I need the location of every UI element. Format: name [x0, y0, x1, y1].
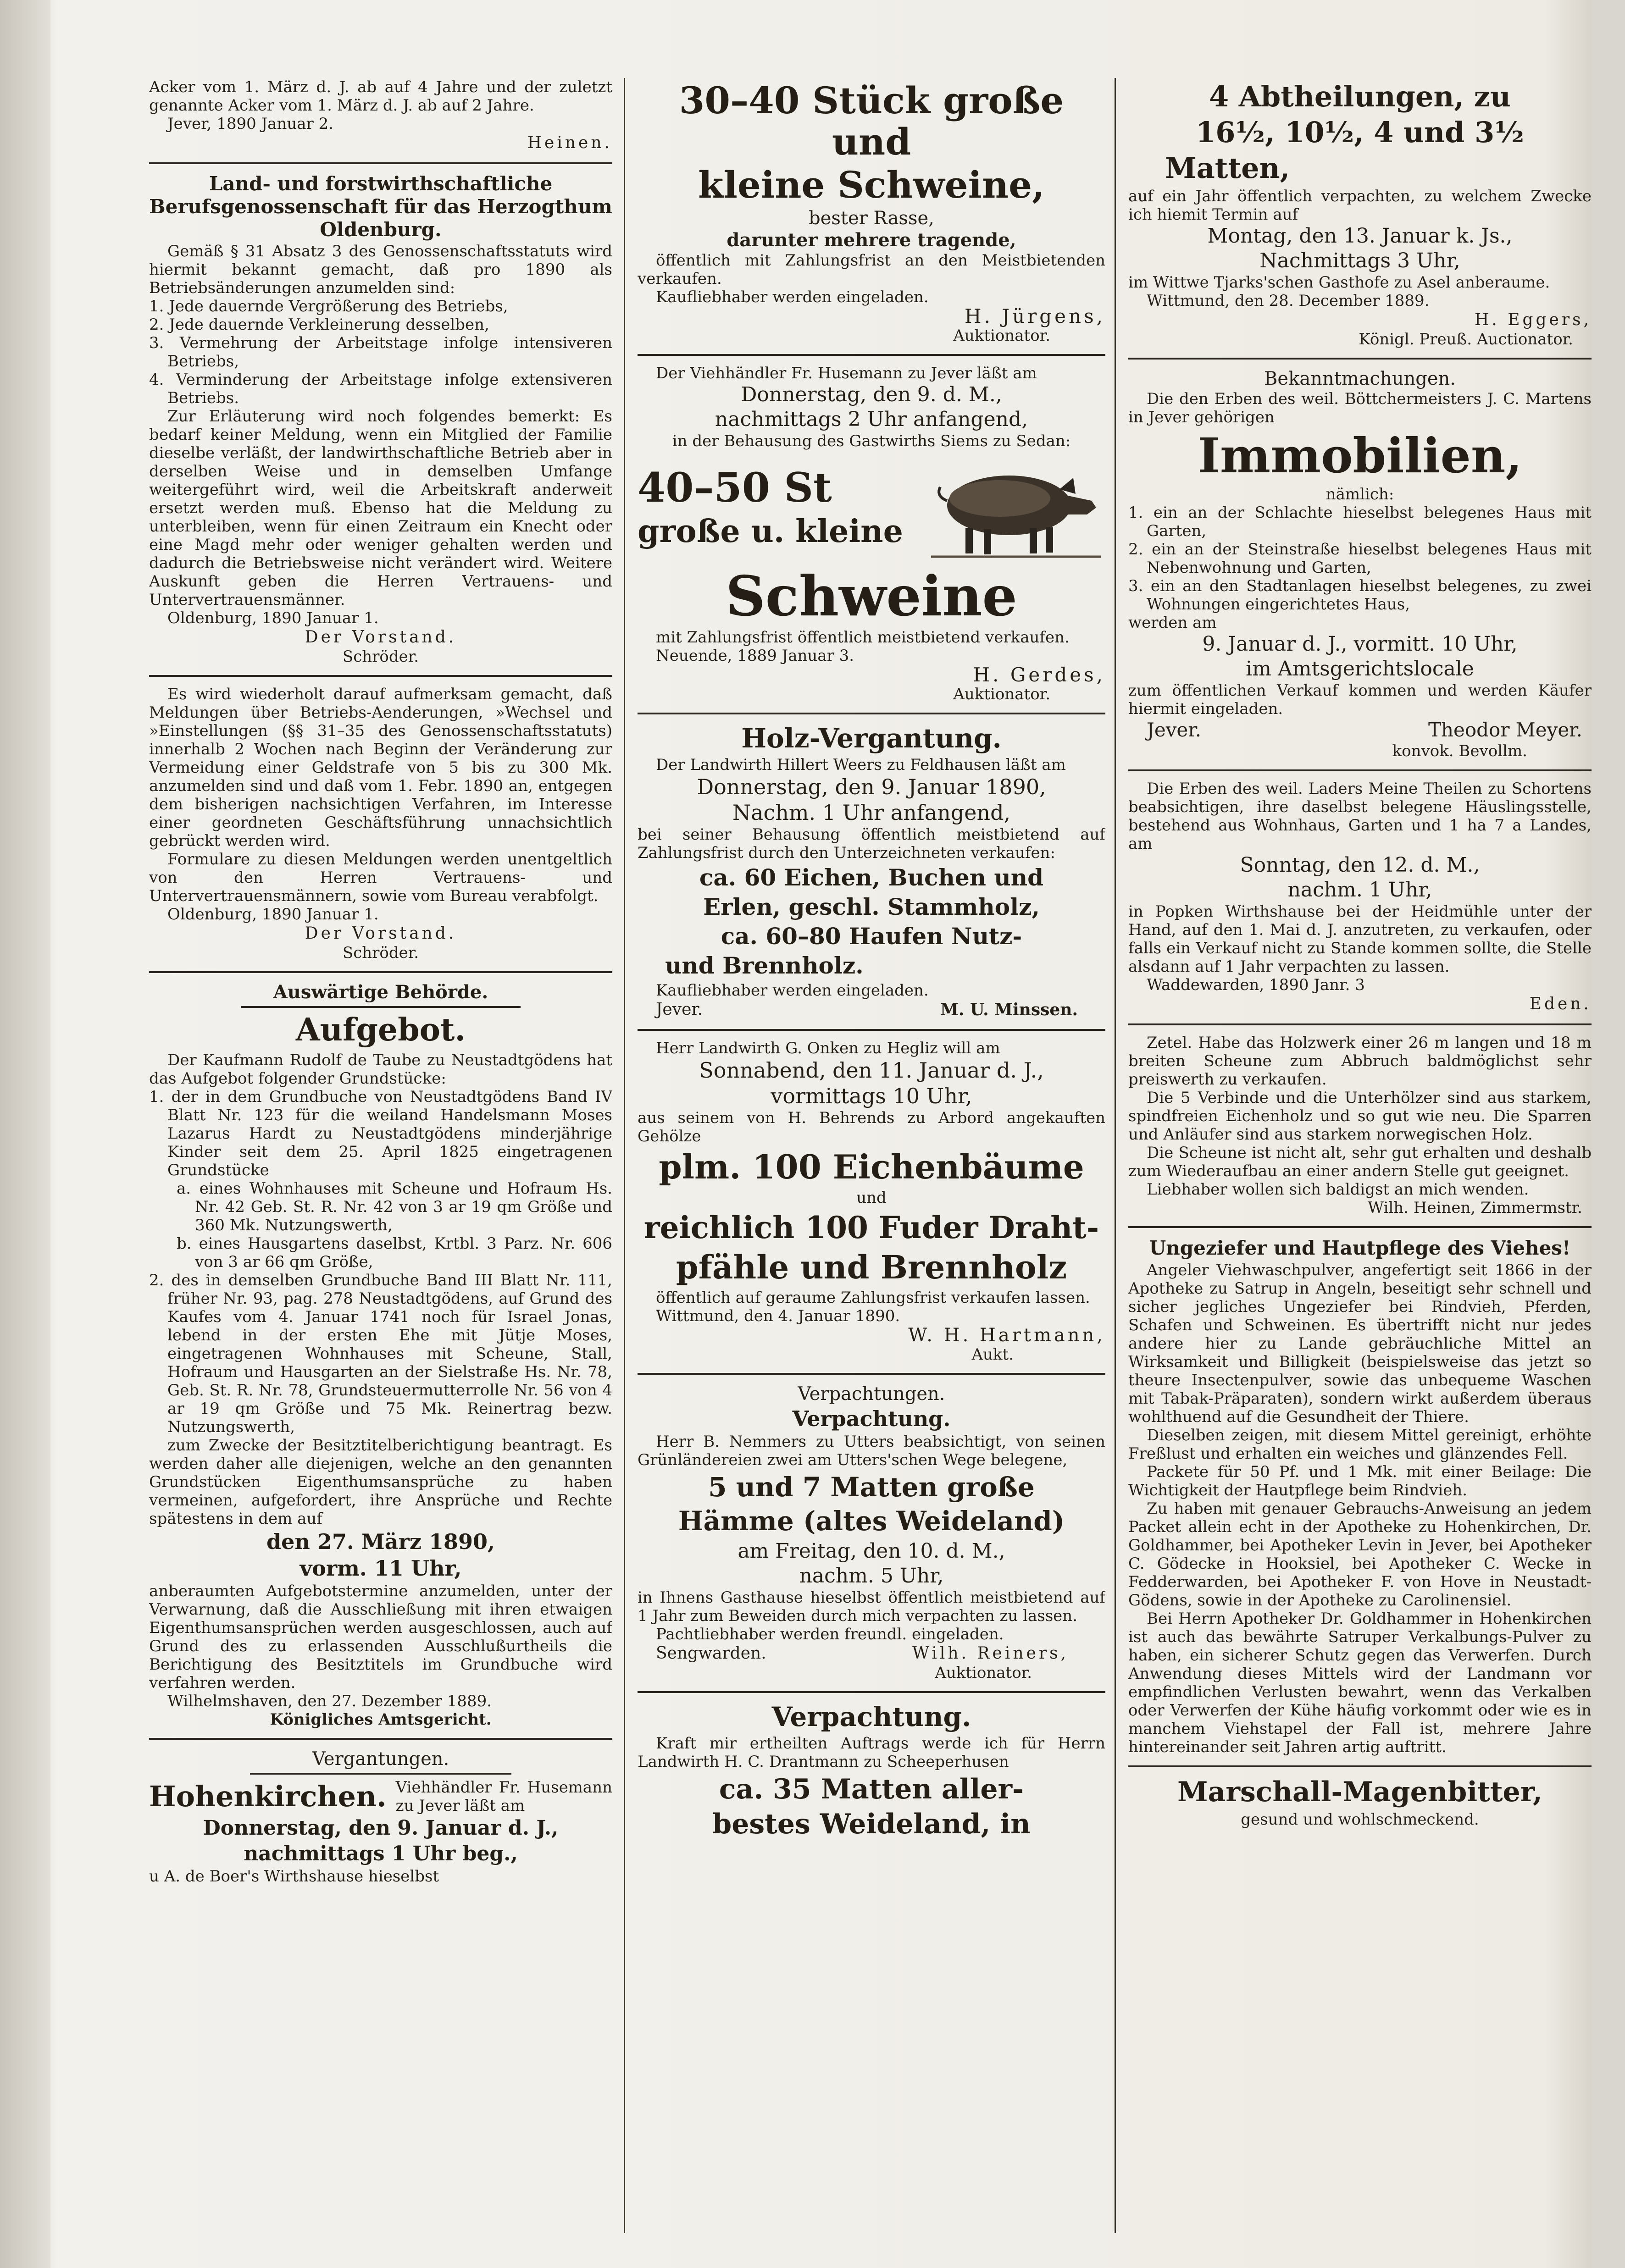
- notice-text: Pachtliebhaber werden freundl. eingeladen.: [656, 1625, 1004, 1643]
- notice-text: mit Zahlungsfrist öffentlich meistbietend verkaufen.: [656, 628, 1070, 647]
- notice-intro: Gemäß § 31 Absatz 3 des Genossenschaftsstatuts wird hiermit bekannt gemacht, daß pro 1890 als Betriebsänderungen anzumelden sind:: [149, 242, 612, 297]
- notice-time-emphasis: Nachm. 1 Uhr anfangend,: [732, 800, 1011, 825]
- notice-vergantungen: [149, 1748, 612, 1886]
- conjunction: und: [856, 1189, 887, 1207]
- notice-text: Formulare zu diesen Meldungen werden unentgeltlich von den Herren Vertrauens- und Untervertrauensmännern, sowie vom Bureau verabfolgt.: [149, 850, 612, 905]
- list-item: 1. Jede dauernde Vergrößerung des Betriebs,: [149, 297, 508, 315]
- notice-time-emphasis: vormittags 10 Uhr,: [771, 1084, 972, 1108]
- notice-signature: Wilh. Reiners,: [912, 1644, 1069, 1663]
- notice-date: Waddewarden, 1890 Janr. 3: [1147, 976, 1365, 994]
- notice-role: Auktionator.: [953, 326, 1050, 345]
- headline: pfähle und Brennholz: [676, 1248, 1067, 1286]
- divider: [241, 1006, 521, 1008]
- divider: [149, 1738, 612, 1740]
- notice-title: Land- und forstwirthschaftliche Berufsgenossenschaft für das Herzogthum Oldenburg.: [149, 172, 612, 241]
- headline: reichlich 100 Fuder Draht-: [643, 1210, 1099, 1245]
- notice-title: Ungeziefer und Hautpflege des Viehes!: [1149, 1237, 1571, 1259]
- headline: Hämme (altes Weideland): [678, 1505, 1065, 1537]
- notice-schweine-husemann: [638, 364, 1105, 703]
- list-item: 3. ein an den Stadtanlagen hieselbst belegenes, zu zwei Wohnungen eingerichtetes Haus,: [1128, 577, 1592, 614]
- notice-date-emphasis: Donnerstag, den 9. Januar 1890,: [697, 774, 1046, 799]
- divider: [1128, 358, 1592, 360]
- notice-meldungen: [149, 685, 612, 962]
- notice-onken: [638, 1039, 1105, 1364]
- notice-title: Aufgebot.: [295, 1012, 466, 1048]
- list-item: 4. Verminderung der Arbeitstage infolge extensiveren Betriebs.: [149, 371, 612, 407]
- list-item: 3. Vermehrung der Arbeitstage infolge intensiveren Betriebs,: [149, 334, 612, 371]
- notice-date-emphasis: den 27. März 1890,: [266, 1529, 495, 1554]
- notice-signature: Wilh. Heinen, Zimmermstr.: [1368, 1199, 1582, 1217]
- notice-signature: W. H. Hartmann,: [908, 1325, 1105, 1346]
- divider: [638, 713, 1105, 714]
- adjacent-page-edge: [1592, 0, 1625, 2268]
- notice-time-emphasis: nachm. 5 Uhr,: [799, 1564, 944, 1588]
- divider: [149, 675, 612, 677]
- column-rule: [1115, 78, 1116, 2233]
- column-3: [1128, 78, 1592, 2233]
- headline: Schweine: [726, 564, 1017, 629]
- notice-text: zum Zwecke der Besitztitelberichtigung beantragt. Es werden daher alle diejenigen, welche an den genannten Grundstücken Eigenthumsansprüche zu haben vermeinen, aufgefordert, ihre Ansprüche und Rechte spätestens in dem auf: [149, 1436, 612, 1528]
- pig-headline: [638, 463, 922, 553]
- notice-aufgebot: [149, 981, 612, 1729]
- headline: 30–40 Stück große und: [679, 79, 1064, 163]
- notice-text: Die 5 Verbinde und die Unterhölzer sind aus starkem, spindfreien Eichenholz und so gut wie neu. Die Sparren und Anläufer sind aus starkem norwegischen Holz.: [1128, 1089, 1592, 1144]
- notice-date: Oldenburg, 1890 Januar 1.: [167, 609, 379, 627]
- notice-text: Herr B. Nemmers zu Utters beabsichtigt, von seinen Grünländereien zwei am Utters'schen Wege belegene,: [638, 1433, 1105, 1469]
- notice-date: Oldenburg, 1890 Januar 1.: [167, 905, 379, 924]
- notice-text: werden am: [1128, 614, 1217, 632]
- notice-role: Auktionator.: [935, 1664, 1032, 1682]
- notice-zetel: [1128, 1034, 1592, 1217]
- notice-signature: Eden.: [1529, 995, 1592, 1013]
- notice-text: öffentlich mit Zahlungsfrist an den Meistbietenden verkaufen.: [638, 251, 1105, 288]
- divider: [1128, 1023, 1592, 1025]
- subheadline: darunter mehrere tragende,: [727, 229, 1016, 251]
- notice-time-emphasis: nachmittags 1 Uhr beg.,: [244, 1842, 518, 1865]
- notice-location-emphasis: im Amtsgerichtslocale: [1246, 657, 1474, 680]
- headline: ca. 60 Eichen, Buchen und: [699, 864, 1044, 891]
- notice-verpachtung-nemmers: [638, 1383, 1105, 1682]
- notice-signature: Schröder.: [342, 647, 419, 666]
- divider: [149, 162, 612, 164]
- headline: Matten,: [1165, 151, 1290, 185]
- headline: 16½, 10½, 4 und 3½: [1196, 116, 1524, 149]
- notice-signature: H. Gerdes,: [973, 664, 1105, 686]
- headline: Immobilien,: [1198, 427, 1522, 484]
- notice-place: Sengwarden.: [656, 1644, 766, 1663]
- headline: bestes Weideland, in: [712, 1808, 1031, 1840]
- vergantung-header: [149, 1778, 612, 1815]
- notice-title: Verpachtung.: [771, 1701, 971, 1732]
- list-item: 1. der in dem Grundbuche von Neustadtgödens Band IV Blatt Nr. 123 für die weiland Handelsmann Moses Lazarus Hardt zu Neustadtgödens minderjährige Kinder seit dem 25. April 1825 eingetragenen Grundstücke: [149, 1088, 612, 1179]
- notice-text: Kraft mir ertheilten Auftrags werde ich für Herrn Landwirth H. C. Drantmann zu Scheeperhusen: [638, 1734, 1105, 1771]
- notice-location: u A. de Boer's Wirthshause hieselbst: [149, 1867, 439, 1886]
- notice-time-emphasis: Nachmittags 3 Uhr,: [1259, 249, 1460, 272]
- notice-signature: M. U. Minssen.: [940, 1000, 1078, 1019]
- notice-place: Jever.: [1147, 719, 1202, 741]
- notice-role: Aukt.: [971, 1345, 1014, 1364]
- notice-intro: Viehhändler Fr. Husemann zu Jever läßt am: [395, 1778, 612, 1815]
- notice-signature: Königliches Amtsgericht.: [270, 1710, 492, 1729]
- headline: 5 und 7 Matten große: [708, 1471, 1035, 1503]
- notice-signature: Der Vorstand.: [305, 628, 457, 647]
- notice-date-emphasis: am Freitag, den 10. d. M.,: [738, 1539, 1005, 1563]
- list-item: 2. Jede dauernde Verkleinerung desselben,: [149, 315, 489, 334]
- headline: kleine Schweine,: [698, 163, 1045, 206]
- notice-signature: Heinen.: [527, 133, 612, 152]
- divider: [149, 971, 612, 973]
- notice-heinen: [149, 78, 612, 153]
- notice-text: anberaumten Aufgebotstermine anzumelden, unter der Verwarnung, daß die Ausschließung mit ihren etwaigen Eigenthumsansprüchen werden ausgeschlossen, auch auf Grund des zu erlassenden Ausschlußurtheils die Berichtigung des Besitztitels im Grundbuche wird verfahren werden.: [149, 1582, 612, 1692]
- headline: plm. 100 Eichenbäume: [659, 1147, 1084, 1186]
- headline: 40–50 St: [638, 464, 832, 511]
- divider: [638, 1373, 1105, 1375]
- notice-date: Wittmund, den 28. December 1889.: [1147, 292, 1430, 310]
- notice-eggers: [1128, 80, 1592, 348]
- notice-date-emphasis: Montag, den 13. Januar k. Js.,: [1207, 224, 1513, 248]
- notice-verpachtung-drantmann: [638, 1701, 1105, 1841]
- notice-schweine-juergens: [638, 80, 1105, 345]
- notice-date-emphasis: Sonnabend, den 11. Januar d. J.,: [699, 1058, 1044, 1083]
- notice-location: in der Behausung des Gastwirths Siems zu Sedan:: [672, 432, 1071, 450]
- list-subitem: b. eines Hausgartens daselbst, Krtbl. 3 Parz. Nr. 606 von 3 ar 66 qm Größe,: [177, 1234, 612, 1271]
- notice-text: zum öffentlichen Verkauf kommen und werden Käufer hiermit eingeladen.: [1128, 681, 1592, 718]
- list-item: 2. ein an der Steinstraße hieselbst belegenes Haus mit Nebenwohnung und Garten,: [1128, 540, 1592, 577]
- notice-place: Jever.: [656, 1000, 703, 1019]
- headline: ca. 60–80 Haufen Nutz-: [721, 923, 1022, 950]
- notice-time-emphasis: nachm. 1 Uhr,: [1287, 878, 1432, 902]
- notice-intro: Herr Landwirth G. Onken zu Hegliz will am: [656, 1039, 1000, 1057]
- column-rule: [624, 78, 625, 2233]
- notice-text: in Ihnens Gasthause hieselbst öffentlich meistbietend auf 1 Jahr zum Beweiden durch mich verpachten zu lassen.: [638, 1588, 1105, 1625]
- notice-date: Neuende, 1889 Januar 3.: [656, 647, 854, 665]
- pig-illustration-icon: [922, 450, 1105, 565]
- notice-date: Wilhelmshaven, den 27. Dezember 1889.: [167, 1692, 492, 1710]
- notice-text: Angeler Viehwaschpulver, angefertigt seit 1866 in der Apotheke zu Satrup in Angeln, beseitigt sehr schnell und sicher jegliches Ungeziefer bei Rindvieh, Pferden, Schafen und Schweinen. Es übertrifft nicht nur jedes andere hier zu Lande gebräuchliche Mittel an Wirksamkeit und Billigkeit (beispielsweise das jetzt so theure Insectenpulver, sowie das unbequeme Waschen mit Tabak-Präparaten), sondern wirkt außerdem überaus wohlthuend auf die Gesundheit der Thiere.: [1128, 1261, 1592, 1426]
- notice-intro: Der Landwirth Hillert Weers zu Feldhausen läßt am: [656, 756, 1066, 774]
- headline: und Brennholz.: [665, 952, 864, 979]
- headline: Marschall-Magenbitter,: [1177, 1776, 1542, 1808]
- notice-text: Bei Herrn Apotheker Dr. Goldhammer in Hohenkirchen ist auch das bewährte Satruper Verkalbungs-Pulver zu haben, ein sicherer Schutz gegen das Verwerfen. Durch Anwendung dieses Mittels wird der Landmann vor empfindlichen Verlusten bewahrt, wenn das Verkalben oder Verwerfen der Kühe häufig vorkommt oder wie es in manchem Viehstapel der Fall ist, mehrere Jahre hintereinander seit Jahren artig auftritt.: [1128, 1610, 1592, 1756]
- notice-text: Die Scheune ist nicht alt, sehr gut erhalten und deshalb zum Wiederaufbau an einer andern Stelle gut geeignet.: [1128, 1144, 1592, 1180]
- divider: [1128, 1226, 1592, 1228]
- list-item: 1. ein an der Schlachte hieselbst belegenes Haus mit Garten,: [1128, 503, 1592, 540]
- divider: [250, 1773, 511, 1775]
- notice-time-emphasis: vorm. 11 Uhr,: [299, 1556, 462, 1581]
- divider: [638, 354, 1105, 356]
- headline: Erlen, geschl. Stammholz,: [703, 893, 1040, 920]
- subheadline: bester Rasse,: [809, 208, 934, 229]
- notice-text: öffentlich auf geraume Zahlungsfrist verkaufen lassen.: [656, 1289, 1090, 1307]
- column-1: [149, 78, 612, 2233]
- notice-location: im Wittwe Tjarks'schen Gasthofe zu Asel anberaume.: [1128, 273, 1550, 292]
- notice-signature: Schröder.: [342, 944, 419, 962]
- page-binding-edge: [0, 0, 50, 2268]
- notice-date-emphasis: Donnerstag, den 9. Januar d. J.,: [203, 1816, 559, 1840]
- subheadline: gesund und wohlschmeckend.: [1241, 1810, 1479, 1829]
- notice-signature: H. Jürgens,: [965, 305, 1105, 327]
- notice-role: konvok. Bevollm.: [1392, 742, 1527, 760]
- notice-text: Acker vom 1. März d. J. ab auf 4 Jahre und der zuletzt genannte Acker vom 1. März d. J. ab auf 2 Jahre.: [149, 78, 612, 115]
- list-subitem: a. eines Wohnhauses mit Scheune und Hofraum Hs. Nr. 42 Geb. St. R. Nr. 42 von 3 ar 19 qm Größe und 360 Mk. Nutzungswerth,: [177, 1179, 612, 1234]
- headline: 4 Abtheilungen, zu: [1209, 80, 1511, 113]
- notice-intro: Der Viehhändler Fr. Husemann zu Jever läßt am: [656, 364, 1037, 382]
- notice-role: Königl. Preuß. Auctionator.: [1359, 330, 1573, 348]
- notice-title: Verpachtung.: [792, 1406, 951, 1431]
- notice-text: Zetel. Habe das Holzwerk einer 26 m langen und 18 m breiten Scheune zum Abbruch baldmöglichst sehr preiswerth zu verkaufen.: [1128, 1034, 1592, 1089]
- notice-text: Es wird wiederholt darauf aufmerksam gemacht, daß Meldungen über Betriebs-Aenderungen, »Wechsel und »Einstellungen (§§ 31–35 des Genossenschaftsstatuts) innerhalb 2 Wochen nach Beginn der Veränderung zur Vermeidung einer Geldstrafe von 5 bis zu 300 Mk. anzumelden sind und daß vom 1. Febr. 1890 an, entgegen dem bisherigen nachsichtigen Verfahren, im Interesse einer geordneten Geschäftsführung unnachsichtlich gebrückt werden wird.: [149, 685, 612, 850]
- notice-text: aus seinem von H. Behrends zu Arbord angekauften Gehölze: [638, 1109, 1105, 1145]
- notice-berufsgenossenschaft: [149, 172, 612, 666]
- notice-signature: Der Vorstand.: [305, 924, 457, 943]
- notice-text: Kaufliebhaber werden eingeladen.: [656, 981, 929, 1000]
- notice-title: Holz-Vergantung.: [741, 723, 1002, 754]
- notice-text: Zur Erläuterung wird noch folgendes bemerkt: Es bedarf keiner Meldung, wenn ein Mitglied der Familie dieselbe verläßt, der landwirthschaftliche Betrieb aber in derselben Weise und in demselben Umfange weitergeführt wird, weil die Arbeitskraft anderweit ersetzt werden muß. Ebenso hat die Meldung zu unterbleiben, wenn für einen Zeitraum ein Knecht oder eine Magd mehr oder weniger gehalten werden und dadurch die Betriebsweise nicht verändert wird. Weitere Auskunft geben die Herren Vertrauens- und Untervertrauensmänner.: [149, 407, 612, 609]
- notice-text: auf ein Jahr öffentlich verpachten, zu welchem Zwecke ich hiemit Termin auf: [1128, 187, 1592, 224]
- divider: [1128, 1765, 1592, 1767]
- notice-signature: Theodor Meyer.: [1428, 719, 1582, 741]
- notice-text: Dieselben zeigen, mit diesem Mittel gereinigt, erhöhte Freßlust und erhalten ein weiches und glänzendes Fell.: [1128, 1426, 1592, 1463]
- notice-signature: H. Eggers,: [1474, 310, 1592, 329]
- notice-text: bei seiner Behausung öffentlich meistbietend auf Zahlungsfrist durch den Unterzeichneten verkaufen:: [638, 825, 1105, 862]
- notice-time-emphasis: nachmittags 2 Uhr anfangend,: [715, 408, 1028, 431]
- notice-text: Liebhaber wollen sich baldigst an mich wenden.: [1147, 1180, 1529, 1199]
- notice-text: Kaufliebhaber werden eingeladen.: [656, 288, 929, 306]
- notice-text: in Popken Wirthshause bei der Heidmühle unter der Hand, auf den 1. Mai d. J. anzutreten, zu verkaufen, oder falls ein Verkauf nicht zu Stande kommen sollte, die Stelle alsdann auf 1 Jahr verpachten zu lassen.: [1128, 902, 1592, 976]
- section-heading: Bekanntmachungen.: [1264, 368, 1456, 389]
- signature-row: [1128, 718, 1592, 742]
- list-item: 2. des in demselben Grundbuche Band III Blatt Nr. 111, früher Nr. 93, pag. 278 Neustadtgödens, auf Grund des Kaufes vom 4. Januar 1741 noch für Israel Jonas, lebend in der ersten Ehe mit Jütje Moses, eingetragenen Wohnhauses mit Scheune, Stall, Hofraum und Hausgarten an der Sielstraße Hs. Nr. 78, Geb. St. R. Nr. 78, Grundsteuermutterrolle Nr. 56 von 4 ar 19 qm Größe und 75 Mk. Reinertrag bezw. Nutzungswerth,: [149, 1271, 612, 1436]
- section-heading: Auswärtige Behörde.: [273, 981, 488, 1003]
- notice-text: nämlich:: [1326, 485, 1394, 503]
- notice-date-emphasis: Donnerstag, den 9. d. M.,: [741, 383, 1002, 406]
- notice-date-emphasis: Sonntag, den 12. d. M.,: [1240, 853, 1480, 877]
- signature-row: [638, 1643, 1105, 1664]
- notice-holz-vergantung: [638, 723, 1105, 1020]
- pig-headline-row: [638, 450, 1105, 565]
- divider: [638, 1691, 1105, 1693]
- section-heading: Verpachtungen.: [798, 1383, 945, 1405]
- signature-row: [638, 1000, 1105, 1020]
- section-heading: Vergantungen.: [312, 1748, 449, 1770]
- notice-text: Zu haben mit genauer Gebrauchs-Anweisung an jedem Packet allein echt in der Apotheke zu Hohenkirchen, Dr. Goldhammer, bei Apotheker Levin in Jever, bei Apotheker C. Gödecke in Hooksiel, bei Apotheker C. Wecke in Fedderwarden, bei Apotheker F. von Hove in Neustadt-Gödens, sowie in der Apotheke zu Carolinensiel.: [1128, 1499, 1592, 1610]
- notice-viehwaschpulver: [1128, 1236, 1592, 1756]
- notice-intro: Der Kaufmann Rudolf de Taube zu Neustadtgödens hat das Aufgebot folgender Grundstücke:: [149, 1051, 612, 1088]
- notice-text: Packete für 50 Pf. und 1 Mk. mit einer Beilage: Die Wichtigkeit der Hautpflege beim Rindvieh.: [1128, 1463, 1592, 1499]
- notice-immobilien: [1128, 368, 1592, 760]
- notice-text: Die Erben des weil. Laders Meine Theilen zu Schortens beabsichtigen, ihre daselbst belegene Häuslingsstelle, bestehend aus Wohnhaus, Garten und 1 ha 7 a Landes, am: [1128, 780, 1592, 853]
- notice-intro: Die den Erben des weil. Böttchermeisters J. C. Martens in Jever gehörigen: [1128, 390, 1592, 426]
- headline: ca. 35 Matten aller-: [719, 1773, 1024, 1805]
- notice-laders-meine: [1128, 780, 1592, 1014]
- divider: [638, 1029, 1105, 1031]
- column-2: [638, 78, 1105, 2233]
- notice-date: Jever, 1890 Januar 2.: [167, 115, 334, 133]
- notice-role: Auktionator.: [953, 685, 1050, 703]
- headline: große u. kleine: [638, 513, 903, 550]
- place-name: Hohenkirchen.: [149, 1780, 387, 1813]
- notice-date: Wittmund, den 4. Januar 1890.: [656, 1307, 900, 1325]
- notice-magenbitter: [1128, 1776, 1592, 1829]
- divider: [1128, 769, 1592, 771]
- notice-date-emphasis: 9. Januar d. J., vormitt. 10 Uhr,: [1202, 632, 1518, 656]
